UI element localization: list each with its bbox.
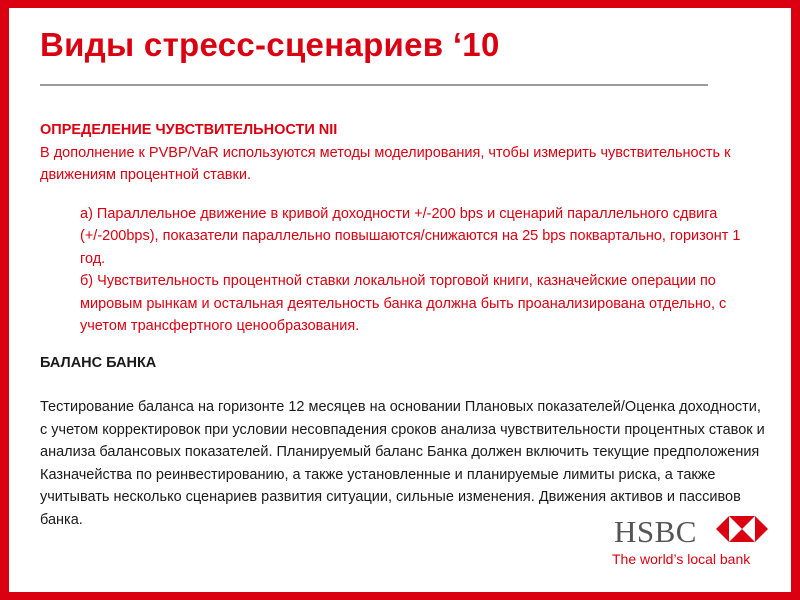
hsbc-wordmark: HSBC: [614, 514, 697, 549]
slide-border-bottom: [0, 592, 800, 600]
hsbc-logo: [610, 514, 770, 572]
section-heading-nii: ОПРЕДЕЛЕНИЕ ЧУВСТВИТЕЛЬНОСТИ NII: [40, 122, 338, 138]
hsbc-hexagon-icon: [716, 516, 768, 547]
section-body-balance: Тестирование баланса на горизонте 12 месяцев на основании Плановых показателей/Оценка доходности, с учетом корректировок при условии несовпадения сроков анализа чувствительности процентных ставок и анализа балансовых показателей. Планируемый баланс Банка должен включить текущие предположения Казначейства по реинвестированию, а также установленные и планируемые лимиты риска, а также учитывать несколько сценариев развития ситуации, сильные изменения. Движения активов и пассивов банка.: [40, 399, 765, 528]
slide-title: Виды стресс-сценариев ‘10: [40, 26, 500, 63]
slide-content: [40, 119, 765, 531]
section-intro-nii: В дополнение к PVBP/VaR используются методы моделирования, чтобы измерить чувствительность к движениям процентной ставки.: [40, 144, 731, 183]
nii-item-b: б) Чувствительность процентной ставки локальной торговой книги, казначейские операции по мировым рынкам и остальная деятельность банка должна быть проанализирована отдельно, с учетом трансфертного ценообразования.: [80, 273, 727, 334]
section-heading-balance: БАЛАНС БАНКА: [40, 354, 157, 371]
hsbc-tagline: The world’s local bank: [612, 551, 751, 567]
slide-border-top: [0, 0, 800, 8]
spacer: [40, 338, 765, 352]
nii-items: [40, 203, 765, 338]
nii-item-a: а) Параллельное движение в кривой доходности +/-200 bps и сценарий параллельного сдвига (+/-200bps), показатели параллельно повышаются/снижаются на 25 bps поквартально, горизонт 1 год.: [80, 205, 741, 267]
slide-border-right: [791, 0, 800, 600]
spacer: [40, 374, 765, 396]
slide-border-left: [0, 0, 9, 600]
title-divider: [40, 84, 708, 86]
